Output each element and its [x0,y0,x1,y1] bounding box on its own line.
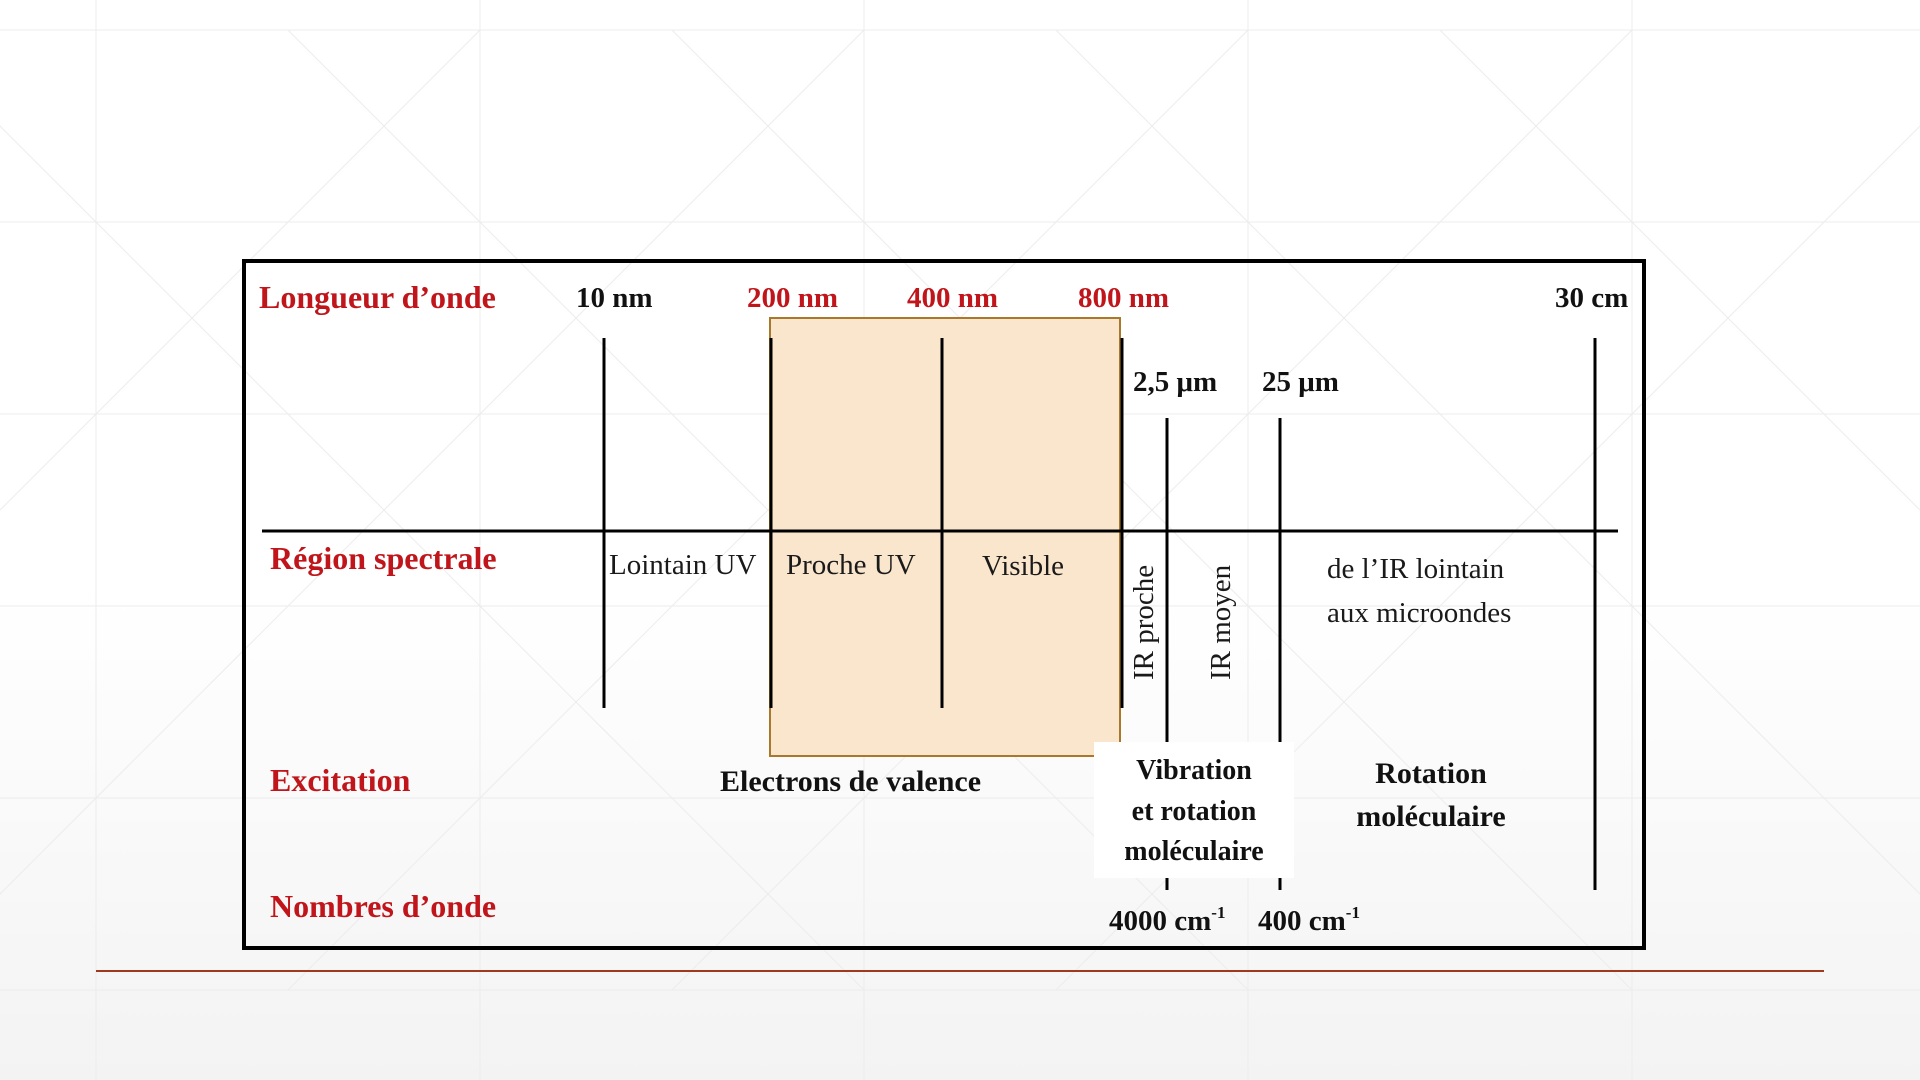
label-excitation: Excitation [270,762,411,798]
wavenumber-400 [1258,903,1360,937]
excitation-vibration-line3: moléculaire [1124,836,1264,867]
wavenumber-4000 [1109,903,1225,937]
region-far-ir-line2: aux microondes [1327,597,1512,629]
tick-25um: 25 μm [1262,366,1339,398]
wavenumber-400-exp: -1 [1345,903,1360,922]
region-far-uv: Lointain UV [609,549,757,581]
tick-200nm: 200 nm [747,282,839,314]
label-spectral-region: Région spectrale [270,540,497,576]
tick-10nm: 10 nm [576,282,653,314]
excitation-vibration-line2: et rotation [1131,796,1257,827]
region-mid-ir: IR moyen [1205,564,1237,680]
tick-400nm: 400 nm [907,282,999,314]
region-near-ir: IR proche [1128,564,1160,680]
wavenumber-4000-value: 4000 cm [1109,905,1212,937]
wavenumber-4000-exp: -1 [1211,903,1226,922]
region-far-ir-line1: de l’IR lointain [1327,553,1505,585]
uv-visible-highlight [770,318,1120,756]
excitation-rotation-line1: Rotation [1375,757,1487,790]
tick-800nm: 800 nm [1078,282,1170,314]
excitation-rotation-line2: moléculaire [1356,800,1506,833]
excitation-vibration-line1: Vibration [1136,755,1252,786]
label-wavelength: Longueur d’onde [259,279,496,315]
label-wavenumbers: Nombres d’onde [270,888,497,924]
tick-2-5um: 2,5 μm [1133,366,1218,398]
region-near-uv: Proche UV [786,549,916,581]
region-visible: Visible [982,550,1065,582]
tick-30cm: 30 cm [1555,282,1629,314]
excitation-valence: Electrons de valence [720,765,982,798]
wavenumber-400-value: 400 cm [1258,905,1346,937]
